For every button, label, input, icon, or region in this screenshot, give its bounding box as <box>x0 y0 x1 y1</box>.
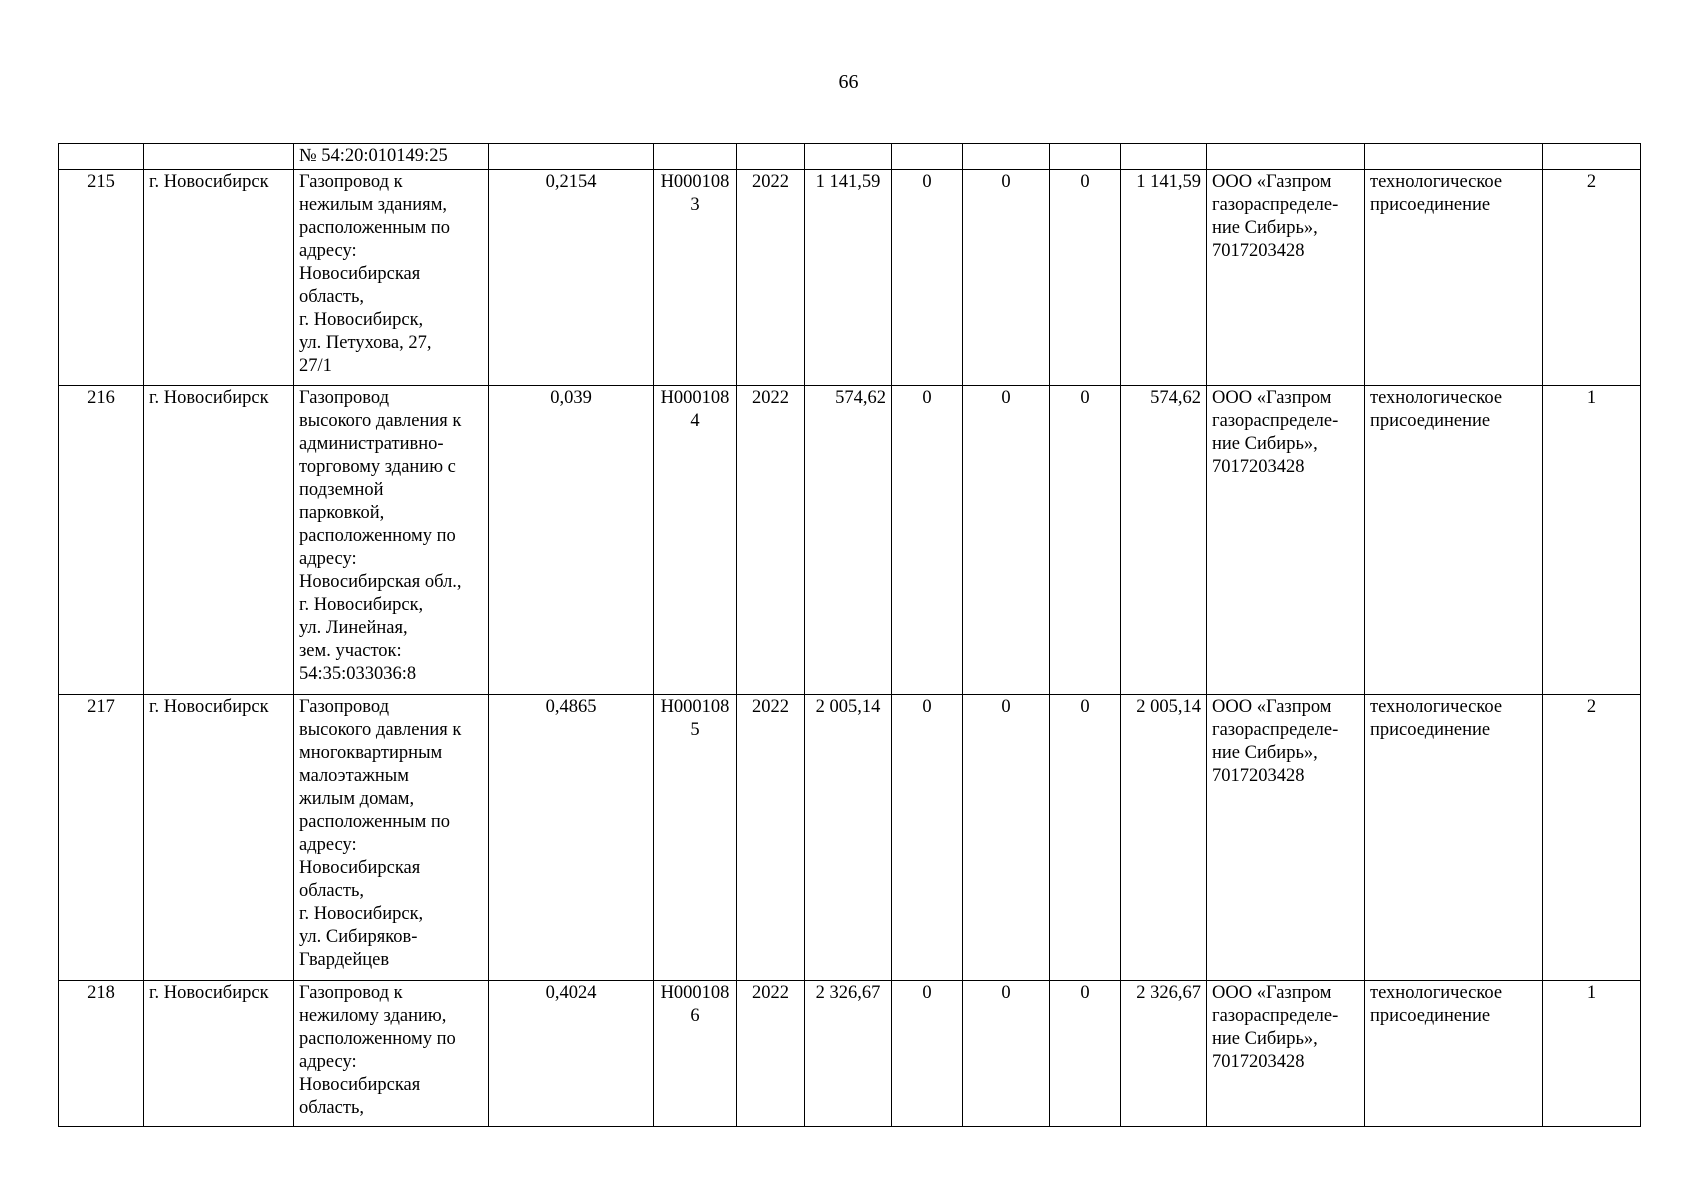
cell-count: 1 <box>1543 981 1641 1127</box>
cell-v2: 0 <box>963 695 1050 981</box>
cell-org <box>1207 144 1365 170</box>
table-row-continuation <box>59 144 1641 170</box>
cell-description: № 54:20:010149:25 <box>294 144 489 170</box>
cell-num: 217 <box>59 695 144 981</box>
cell-v2 <box>963 144 1050 170</box>
cell-basis: технологическое присоединение <box>1365 386 1543 695</box>
cell-sum <box>1121 144 1207 170</box>
cell-total: 574,62 <box>805 386 892 695</box>
cell-v3: 0 <box>1050 170 1121 386</box>
cell-description: Газопровод к нежилым зданиям, расположенным по адресу: Новосибирская область, г. Новосибирск, ул. Петухова, 27, 27/1 <box>294 170 489 386</box>
cell-year: 2022 <box>737 695 805 981</box>
cell-org: ООО «Газпром газораспределе- ние Сибирь», 7017203428 <box>1207 170 1365 386</box>
cell-num: 215 <box>59 170 144 386</box>
cell-total: 2 326,67 <box>805 981 892 1127</box>
cell-v2: 0 <box>963 386 1050 695</box>
cell-code: Н000108 6 <box>654 981 737 1127</box>
cell-v3: 0 <box>1050 981 1121 1127</box>
cell-v1: 0 <box>892 170 963 386</box>
cell-basis: технологическое присоединение <box>1365 695 1543 981</box>
cell-org: ООО «Газпром газораспределе- ние Сибирь», 7017203428 <box>1207 386 1365 695</box>
cell-code: Н000108 5 <box>654 695 737 981</box>
registry-table <box>58 143 1641 1127</box>
cell-org: ООО «Газпром газораспределе- ние Сибирь», 7017203428 <box>1207 981 1365 1127</box>
cell-sum: 574,62 <box>1121 386 1207 695</box>
cell-num: 216 <box>59 386 144 695</box>
cell-count <box>1543 144 1641 170</box>
cell-code <box>654 144 737 170</box>
cell-city <box>144 144 294 170</box>
cell-length: 0,4024 <box>489 981 654 1127</box>
cell-num: 218 <box>59 981 144 1127</box>
cell-year: 2022 <box>737 386 805 695</box>
cell-year <box>737 144 805 170</box>
cell-count: 2 <box>1543 695 1641 981</box>
cell-length: 0,2154 <box>489 170 654 386</box>
cell-description: Газопровод высокого давления к административно- торговому зданию с подземной парковкой, расположенному по адресу: Новосибирская обл., г. Новосибирск, ул. Линейная, зем. участок: 54:35:033036:8 <box>294 386 489 695</box>
cell-v3 <box>1050 144 1121 170</box>
cell-city: г. Новосибирск <box>144 981 294 1127</box>
table-row <box>59 386 1641 695</box>
cell-count: 2 <box>1543 170 1641 386</box>
cell-basis: технологическое присоединение <box>1365 981 1543 1127</box>
cell-sum: 2 326,67 <box>1121 981 1207 1127</box>
cell-v1 <box>892 144 963 170</box>
table-row <box>59 695 1641 981</box>
cell-total: 2 005,14 <box>805 695 892 981</box>
cell-v1: 0 <box>892 695 963 981</box>
cell-v2: 0 <box>963 170 1050 386</box>
page-number: 66 <box>838 71 859 93</box>
cell-total: 1 141,59 <box>805 170 892 386</box>
cell-org: ООО «Газпром газораспределе- ние Сибирь», 7017203428 <box>1207 695 1365 981</box>
cell-v1: 0 <box>892 981 963 1127</box>
cell-basis <box>1365 144 1543 170</box>
cell-v2: 0 <box>963 981 1050 1127</box>
cell-length: 0,4865 <box>489 695 654 981</box>
cell-year: 2022 <box>737 170 805 386</box>
cell-sum: 1 141,59 <box>1121 170 1207 386</box>
cell-count: 1 <box>1543 386 1641 695</box>
cell-code: Н000108 4 <box>654 386 737 695</box>
cell-num <box>59 144 144 170</box>
cell-year: 2022 <box>737 981 805 1127</box>
cell-basis: технологическое присоединение <box>1365 170 1543 386</box>
cell-city: г. Новосибирск <box>144 170 294 386</box>
cell-v1: 0 <box>892 386 963 695</box>
cell-description: Газопровод высокого давления к многоквартирным малоэтажным жилым домам, расположенным по адресу: Новосибирская область, г. Новосибирск, ул. Сибиряков- Гвардейцев <box>294 695 489 981</box>
cell-code: Н000108 3 <box>654 170 737 386</box>
cell-length: 0,039 <box>489 386 654 695</box>
table-row <box>59 981 1641 1127</box>
cell-sum: 2 005,14 <box>1121 695 1207 981</box>
table-row <box>59 170 1641 386</box>
cell-city: г. Новосибирск <box>144 695 294 981</box>
cell-v3: 0 <box>1050 386 1121 695</box>
cell-total <box>805 144 892 170</box>
cell-city: г. Новосибирск <box>144 386 294 695</box>
cell-description: Газопровод к нежилому зданию, расположенному по адресу: Новосибирская область, <box>294 981 489 1127</box>
cell-v3: 0 <box>1050 695 1121 981</box>
cell-length <box>489 144 654 170</box>
